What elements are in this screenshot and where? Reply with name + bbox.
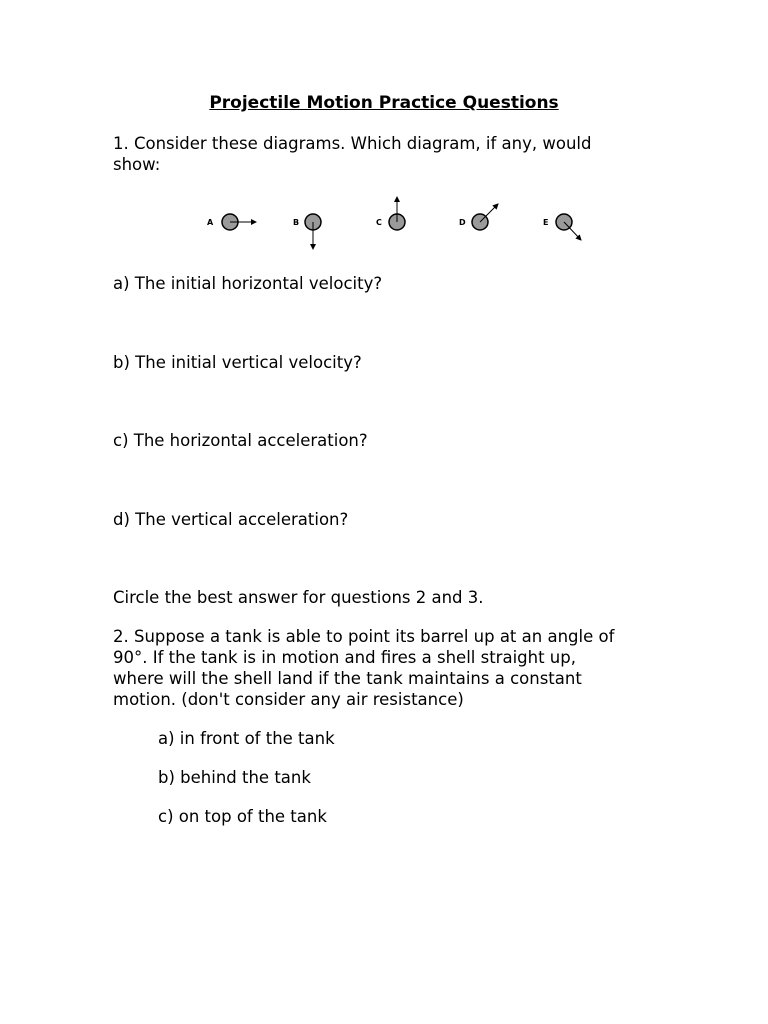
diagram-a-label: A <box>207 218 214 227</box>
diagram-b-label: B <box>293 218 300 227</box>
question-1-part-d: d) The vertical acceleration? <box>113 510 349 529</box>
diagram-c-label: C <box>376 218 382 227</box>
diagram-b <box>293 214 321 249</box>
diagram-e <box>543 214 581 240</box>
diagram-a <box>207 214 256 230</box>
question-2-line-1: 2. Suppose a tank is able to point its barrel up at an angle of <box>113 627 615 646</box>
page-title: Projectile Motion Practice Questions <box>209 93 559 113</box>
arrow-down-right <box>564 222 581 240</box>
diagram-c <box>376 197 405 230</box>
diagram-d-label: D <box>459 218 466 227</box>
arrow-up-right <box>480 204 498 222</box>
question-1-prompt-line-2: show: <box>113 155 161 174</box>
question-2-line-3: where will the shell land if the tank maintains a constant <box>113 669 582 688</box>
question-2-option-c: c) on top of the tank <box>158 807 327 826</box>
question-1-part-b: b) The initial vertical velocity? <box>113 353 362 372</box>
instruction-text: Circle the best answer for questions 2 and 3. <box>113 588 484 607</box>
question-1-part-a: a) The initial horizontal velocity? <box>113 274 383 293</box>
question-1-part-c: c) The horizontal acceleration? <box>113 431 368 450</box>
question-2-option-a: a) in front of the tank <box>158 729 335 748</box>
diagram-d <box>459 204 498 230</box>
question-2-line-4: motion. (don't consider any air resistance) <box>113 690 464 709</box>
question-1-prompt-line-1: 1. Consider these diagrams. Which diagram, if any, would <box>113 134 592 153</box>
question-2-option-b: b) behind the tank <box>158 768 311 787</box>
velocity-diagrams <box>200 195 590 250</box>
diagram-e-label: E <box>543 218 549 227</box>
question-2-line-2: 90°. If the tank is in motion and fires a shell straight up, <box>113 648 576 667</box>
